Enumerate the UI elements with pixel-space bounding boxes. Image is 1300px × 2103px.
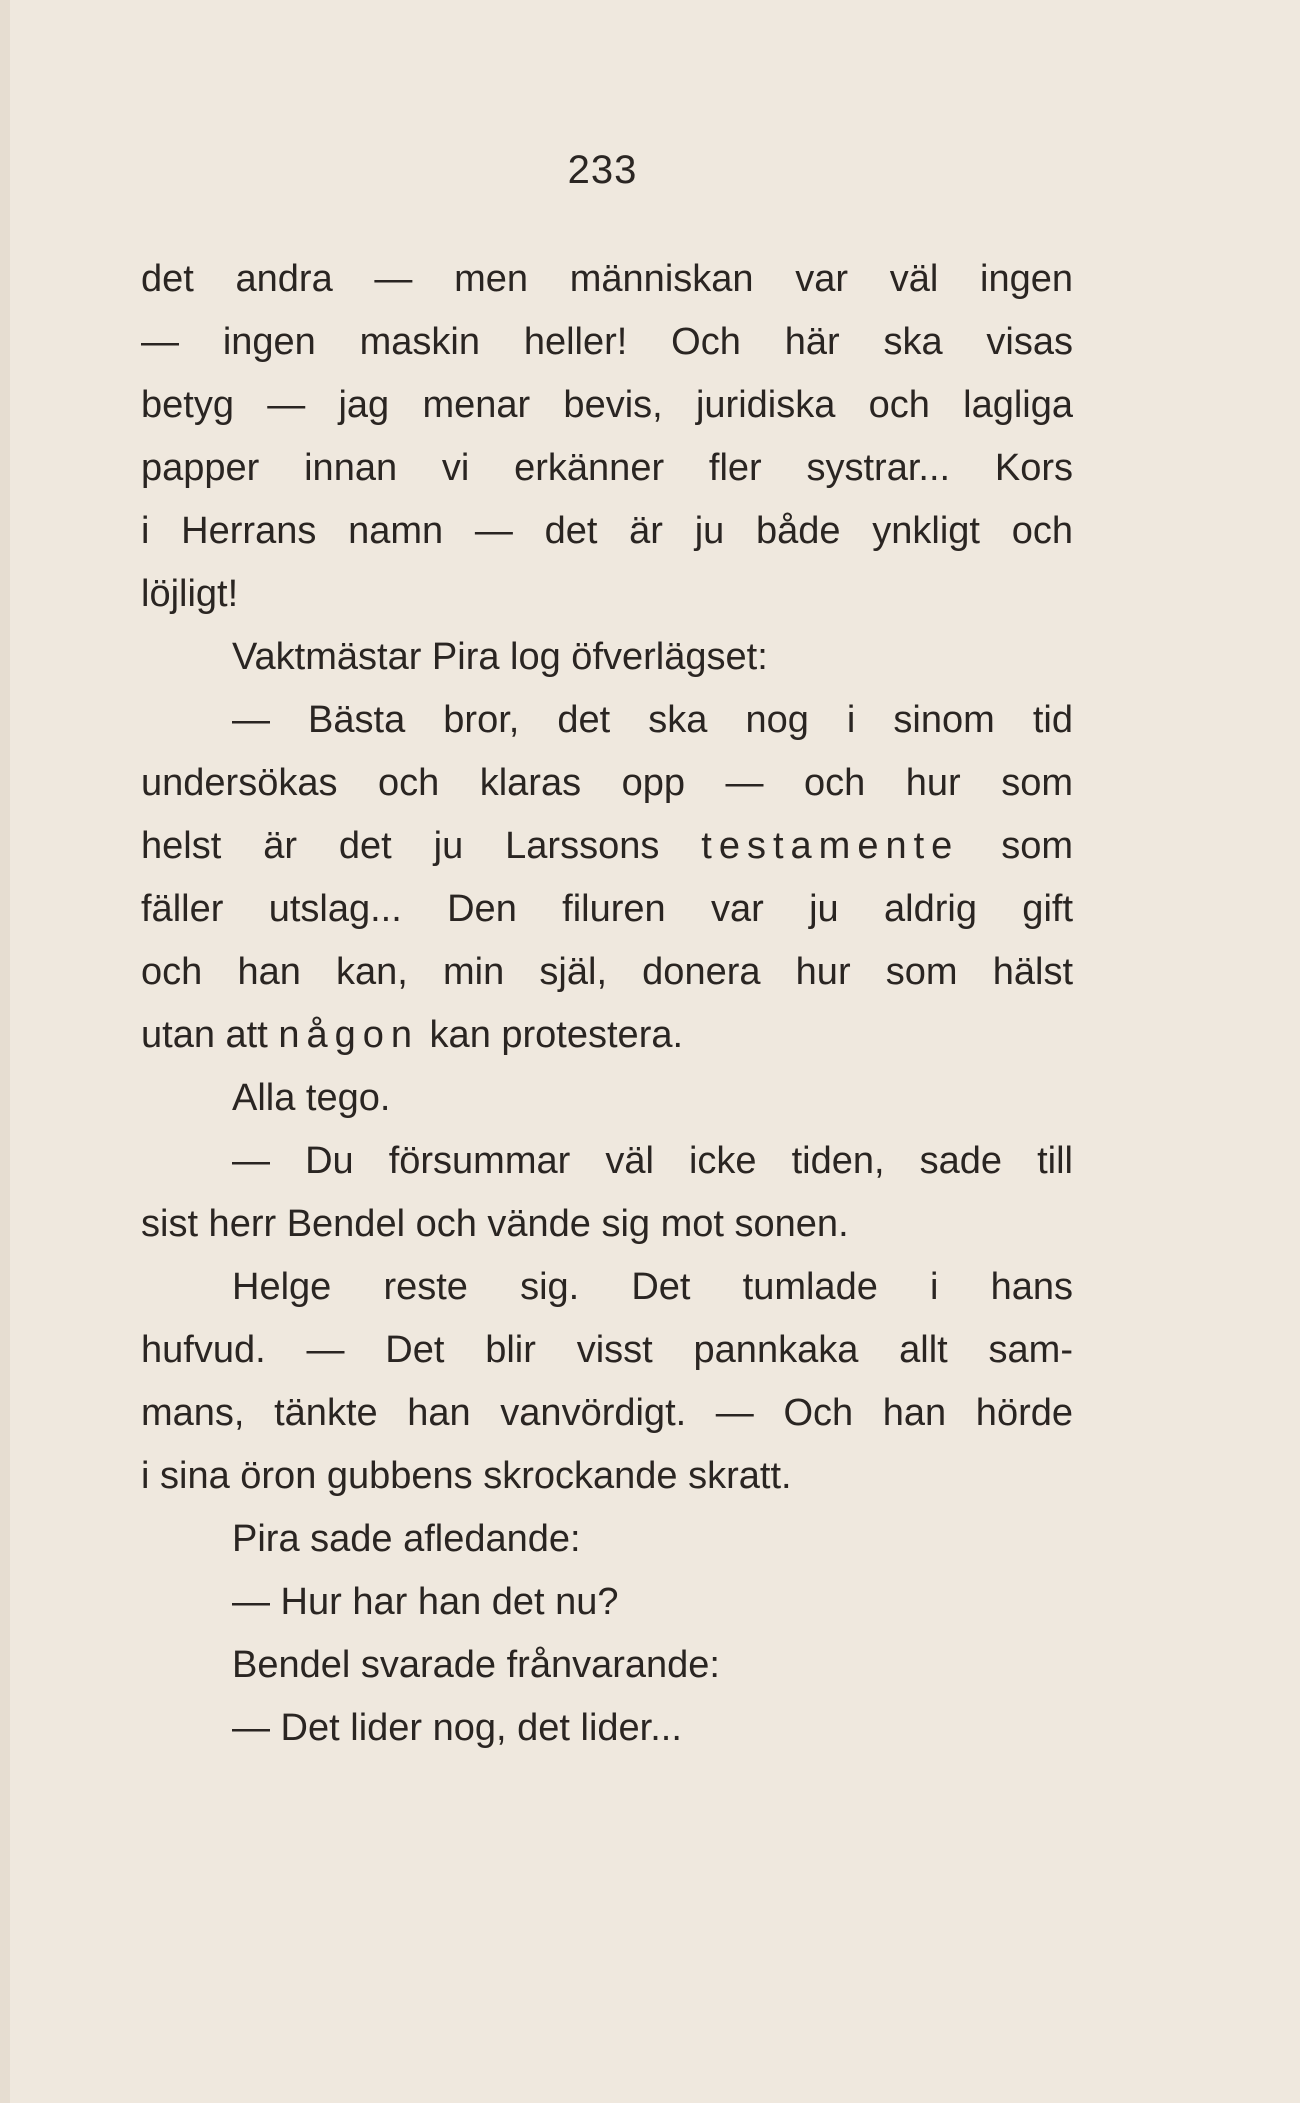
text-line: — Hur har han det nu? — [232, 1581, 619, 1623]
text-line: sist herr Bendel och vände sig mot sonen. — [141, 1203, 849, 1245]
text-line: det andra — men människan var väl ingen — [141, 258, 1073, 300]
text-line: mans, tänkte han vanvördigt. — Och han hörde — [141, 1392, 1073, 1434]
text-line — [141, 815, 1073, 878]
emphasized-word: någon — [278, 1014, 419, 1056]
text-line: — ingen maskin heller! Och här ska visas — [141, 321, 1073, 363]
text-line: i Herrans namn — det är ju både ynkligt och — [141, 510, 1073, 552]
text-line: papper innan vi erkänner fler systrar... Kors — [141, 447, 1073, 489]
text-line: Pira sade afledande: — [232, 1518, 581, 1560]
text-line: — Du försummar väl icke tiden, sade till — [232, 1140, 1073, 1182]
text-line: fäller utslag... Den filuren var ju aldrig gift — [141, 888, 1073, 930]
text-line: Alla tego. — [232, 1077, 391, 1119]
text-line: hufvud. — Det blir visst pannkaka allt sam- — [141, 1329, 1073, 1371]
body-text — [141, 248, 1073, 1760]
text-line: löjligt! — [141, 573, 239, 615]
text-line: undersökas och klaras opp — och hur som — [141, 762, 1073, 804]
text-line — [141, 1004, 1073, 1067]
text-line: — Det lider nog, det lider... — [232, 1707, 682, 1749]
text-segment: kan protestera. — [419, 1014, 684, 1056]
text-segment: utan att — [141, 1014, 279, 1056]
text-line: Vaktmästar Pira log öfverlägset: — [232, 636, 768, 678]
text-segment: helst är det ju Larssons — [141, 825, 702, 867]
text-line: — Bästa bror, det ska nog i sinom tid — [232, 699, 1073, 741]
text-line: och han kan, min själ, donera hur som hälst — [141, 951, 1073, 993]
text-line: betyg — jag menar bevis, juridiska och lagliga — [141, 384, 1073, 426]
page-edge — [0, 0, 10, 2103]
text-segment: som — [959, 825, 1073, 867]
page-number: 233 — [567, 148, 638, 192]
text-line: i sina öron gubbens skrockande skratt. — [141, 1455, 792, 1497]
text-line: Helge reste sig. Det tumlade i hans — [232, 1266, 1073, 1308]
emphasized-word: testamente — [701, 825, 960, 867]
text-line: Bendel svarade frånvarande: — [232, 1644, 720, 1686]
